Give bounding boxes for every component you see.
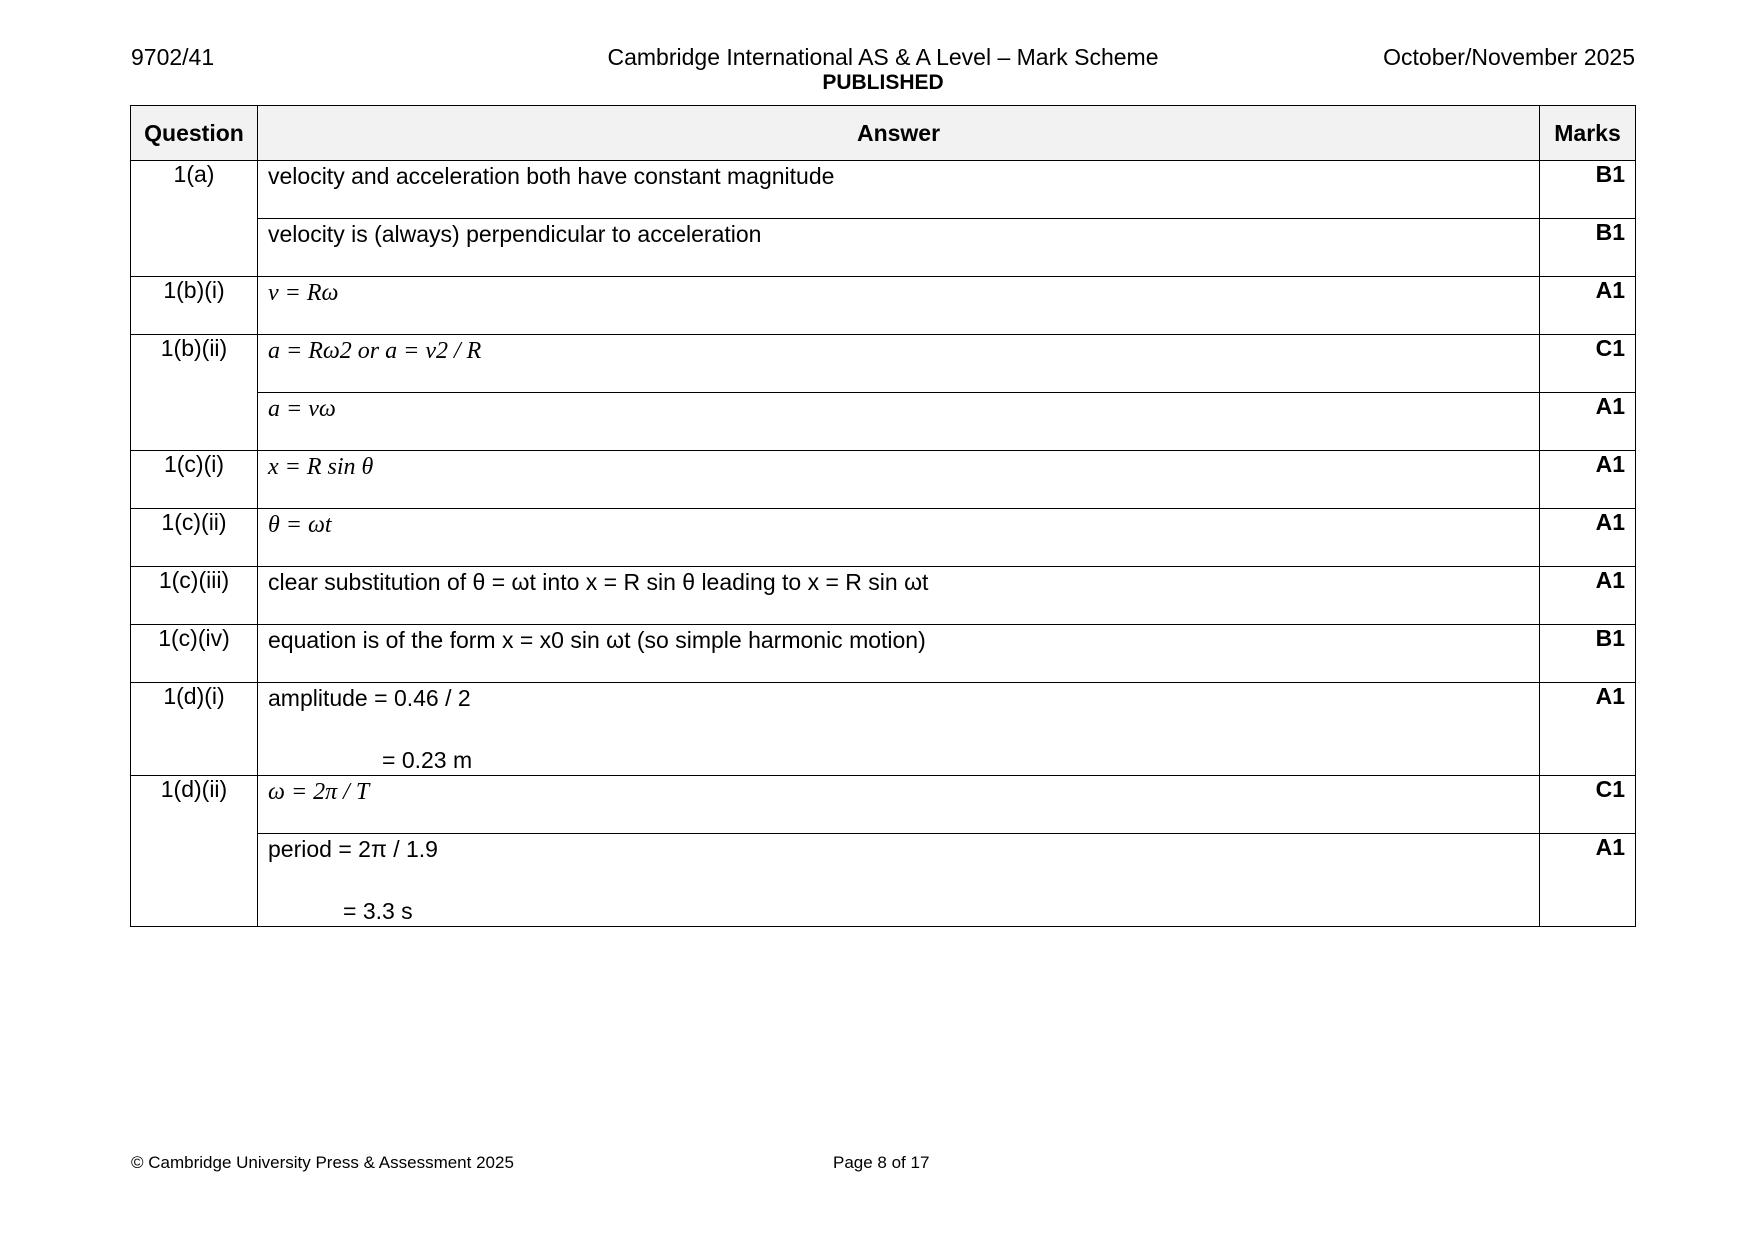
question-number: 1(c)(ii): [131, 509, 258, 567]
mark-code: A1: [1540, 451, 1636, 509]
table-row: [131, 683, 1636, 776]
question-column-header: Question: [131, 106, 258, 161]
copyright-notice: © Cambridge University Press & Assessment 2025: [131, 1153, 514, 1172]
exam-session: October/November 2025: [1383, 44, 1635, 70]
answer-line: period = 2π / 1.9: [268, 836, 438, 862]
mark-code: A1: [1540, 834, 1636, 927]
answer-line: amplitude = 0.46 / 2: [268, 685, 471, 711]
table-row: [131, 567, 1636, 625]
page-number: Page 8 of 17: [833, 1153, 930, 1172]
answer-formula: a = Rω2 or a = v2 / R: [268, 338, 482, 364]
mark-code: A1: [1540, 567, 1636, 625]
answer-text: [258, 335, 1540, 393]
mark-code: A1: [1540, 277, 1636, 335]
question-number: 1(d)(i): [131, 683, 258, 776]
question-number: 1(b)(ii): [131, 335, 258, 451]
answer-text: [258, 509, 1540, 567]
table-row: [131, 625, 1636, 683]
question-number: 1(c)(iii): [131, 567, 258, 625]
mark-scheme-table: [130, 105, 1636, 927]
table-row: [131, 277, 1636, 335]
question-number: 1(a): [131, 161, 258, 277]
mark-code: C1: [1540, 776, 1636, 834]
question-number: 1(d)(ii): [131, 776, 258, 927]
mark-code: C1: [1540, 335, 1636, 393]
table-header-row: [131, 106, 1636, 161]
answer-formula: x = R sin θ: [268, 454, 374, 480]
question-number: 1(b)(i): [131, 277, 258, 335]
mark-code: B1: [1540, 625, 1636, 683]
answer-text: [258, 393, 1540, 451]
table-row: [131, 393, 1636, 451]
published-label: PUBLISHED: [822, 71, 944, 94]
table-row: [131, 451, 1636, 509]
marks-column-header: Marks: [1540, 106, 1636, 161]
mark-code: A1: [1540, 393, 1636, 451]
table-row: [131, 776, 1636, 834]
document-title: Cambridge International AS & A Level – Mark Scheme: [607, 44, 1159, 70]
table-row: [131, 219, 1636, 277]
answer-text: velocity and acceleration both have constant magnitude: [258, 161, 1540, 219]
answer-text: [258, 834, 1540, 927]
answer-text: velocity is (always) perpendicular to acceleration: [258, 219, 1540, 277]
answer-text: [258, 776, 1540, 834]
answer-formula: ω = 2π / T: [268, 779, 370, 805]
answer-column-header: Answer: [258, 106, 1540, 161]
answer-text: clear substitution of θ = ωt into x = R sin θ leading to x = R sin ωt: [258, 567, 1540, 625]
answer-line-result: = 0.23 m: [382, 747, 473, 773]
answer-text: [258, 451, 1540, 509]
answer-formula: v = Rω: [268, 280, 339, 306]
answer-formula: a = vω: [268, 396, 336, 422]
mark-code: B1: [1540, 161, 1636, 219]
answer-text: [258, 277, 1540, 335]
table-row: [131, 509, 1636, 567]
answer-line-result: = 3.3 s: [343, 898, 413, 924]
table-row: [131, 335, 1636, 393]
mark-code: A1: [1540, 509, 1636, 567]
mark-code: B1: [1540, 219, 1636, 277]
table-row: [131, 161, 1636, 219]
answer-text: equation is of the form x = x0 sin ωt (so simple harmonic motion): [258, 625, 1540, 683]
answer-text: [258, 683, 1540, 776]
question-number: 1(c)(i): [131, 451, 258, 509]
table-row: [131, 834, 1636, 927]
answer-formula: θ = ωt: [268, 512, 332, 538]
paper-code: 9702/41: [131, 44, 215, 70]
mark-code: A1: [1540, 683, 1636, 776]
question-number: 1(c)(iv): [131, 625, 258, 683]
